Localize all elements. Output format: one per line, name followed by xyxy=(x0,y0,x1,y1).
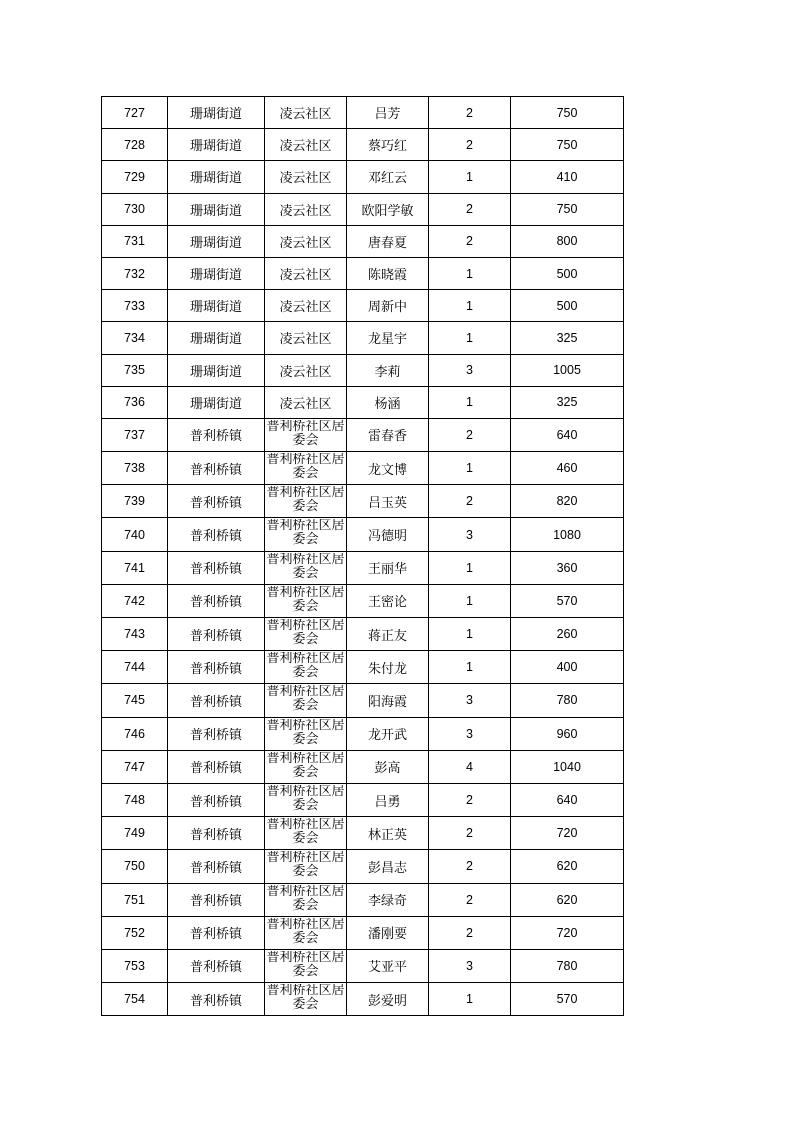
persons-cell: 4 xyxy=(429,750,511,783)
table-row xyxy=(102,485,624,518)
amount-cell: 780 xyxy=(511,684,624,717)
street-cell: 珊瑚街道 xyxy=(168,225,265,257)
community-cell: 凌云社区 xyxy=(265,129,347,161)
street-cell: 普利桥镇 xyxy=(168,684,265,717)
community-cell xyxy=(265,717,347,750)
amount-cell: 720 xyxy=(511,817,624,850)
persons-cell: 1 xyxy=(429,618,511,651)
table-row xyxy=(102,651,624,684)
name-cell: 欧阳学敏 xyxy=(347,193,429,225)
name-cell: 杨涵 xyxy=(347,386,429,418)
community-label: 普利桥社区居委会 xyxy=(266,585,345,614)
community-cell xyxy=(265,452,347,485)
amount-cell: 1005 xyxy=(511,354,624,386)
serial-number-cell: 737 xyxy=(102,418,168,451)
name-cell: 周新中 xyxy=(347,290,429,322)
table-body xyxy=(102,97,624,1016)
community-cell xyxy=(265,817,347,850)
table-row xyxy=(102,551,624,584)
serial-number-cell: 736 xyxy=(102,386,168,418)
street-cell: 普利桥镇 xyxy=(168,518,265,551)
serial-number-cell: 741 xyxy=(102,551,168,584)
street-cell: 珊瑚街道 xyxy=(168,129,265,161)
amount-cell: 960 xyxy=(511,717,624,750)
persons-cell: 2 xyxy=(429,883,511,916)
name-cell: 王密论 xyxy=(347,584,429,617)
name-cell: 林正英 xyxy=(347,817,429,850)
street-cell: 珊瑚街道 xyxy=(168,161,265,193)
community-cell xyxy=(265,783,347,816)
table-row xyxy=(102,418,624,451)
street-cell: 普利桥镇 xyxy=(168,618,265,651)
serial-number-cell: 739 xyxy=(102,485,168,518)
table-row xyxy=(102,225,624,257)
serial-number-cell: 732 xyxy=(102,257,168,289)
amount-cell: 750 xyxy=(511,193,624,225)
serial-number-cell: 728 xyxy=(102,129,168,161)
persons-cell: 3 xyxy=(429,354,511,386)
amount-cell: 260 xyxy=(511,618,624,651)
street-cell: 普利桥镇 xyxy=(168,750,265,783)
community-cell: 凌云社区 xyxy=(265,290,347,322)
serial-number-cell: 730 xyxy=(102,193,168,225)
persons-cell: 2 xyxy=(429,97,511,129)
table-row xyxy=(102,883,624,916)
table-row xyxy=(102,257,624,289)
persons-cell: 1 xyxy=(429,584,511,617)
street-cell: 普利桥镇 xyxy=(168,584,265,617)
community-cell xyxy=(265,850,347,883)
serial-number-cell: 743 xyxy=(102,618,168,651)
table-row xyxy=(102,193,624,225)
community-label: 普利桥社区居委会 xyxy=(266,652,345,681)
community-cell xyxy=(265,485,347,518)
serial-number-cell: 753 xyxy=(102,949,168,982)
persons-cell: 2 xyxy=(429,850,511,883)
persons-cell: 1 xyxy=(429,452,511,485)
serial-number-cell: 754 xyxy=(102,983,168,1016)
persons-cell: 1 xyxy=(429,290,511,322)
persons-cell: 3 xyxy=(429,717,511,750)
table-row xyxy=(102,97,624,129)
street-cell: 普利桥镇 xyxy=(168,916,265,949)
serial-number-cell: 735 xyxy=(102,354,168,386)
amount-cell: 750 xyxy=(511,97,624,129)
street-cell: 珊瑚街道 xyxy=(168,322,265,354)
amount-cell: 1080 xyxy=(511,518,624,551)
street-cell: 珊瑚街道 xyxy=(168,386,265,418)
amount-cell: 720 xyxy=(511,916,624,949)
name-cell: 蔡巧红 xyxy=(347,129,429,161)
name-cell: 李绿奇 xyxy=(347,883,429,916)
name-cell: 彭高 xyxy=(347,750,429,783)
table-row xyxy=(102,452,624,485)
name-cell: 邓红云 xyxy=(347,161,429,193)
amount-cell: 460 xyxy=(511,452,624,485)
persons-cell: 1 xyxy=(429,161,511,193)
persons-cell: 1 xyxy=(429,651,511,684)
table-row xyxy=(102,322,624,354)
persons-cell: 3 xyxy=(429,949,511,982)
persons-cell: 2 xyxy=(429,817,511,850)
community-label: 普利桥社区居委会 xyxy=(266,818,345,847)
street-cell: 普利桥镇 xyxy=(168,817,265,850)
serial-number-cell: 752 xyxy=(102,916,168,949)
serial-number-cell: 727 xyxy=(102,97,168,129)
table-row xyxy=(102,354,624,386)
table-row xyxy=(102,386,624,418)
serial-number-cell: 731 xyxy=(102,225,168,257)
persons-cell: 2 xyxy=(429,916,511,949)
persons-cell: 2 xyxy=(429,193,511,225)
serial-number-cell: 748 xyxy=(102,783,168,816)
table-row xyxy=(102,584,624,617)
name-cell: 王丽华 xyxy=(347,551,429,584)
amount-cell: 780 xyxy=(511,949,624,982)
street-cell: 珊瑚街道 xyxy=(168,290,265,322)
community-label: 普利桥社区居委会 xyxy=(266,486,345,515)
community-cell: 凌云社区 xyxy=(265,161,347,193)
amount-cell: 325 xyxy=(511,386,624,418)
community-cell xyxy=(265,584,347,617)
community-cell xyxy=(265,418,347,451)
serial-number-cell: 749 xyxy=(102,817,168,850)
street-cell: 普利桥镇 xyxy=(168,418,265,451)
community-label: 普利桥社区居委会 xyxy=(266,784,345,813)
serial-number-cell: 750 xyxy=(102,850,168,883)
community-cell xyxy=(265,618,347,651)
table-row xyxy=(102,983,624,1016)
persons-cell: 1 xyxy=(429,983,511,1016)
community-label: 普利桥社区居委会 xyxy=(266,552,345,581)
serial-number-cell: 740 xyxy=(102,518,168,551)
community-cell xyxy=(265,750,347,783)
street-cell: 普利桥镇 xyxy=(168,651,265,684)
serial-number-cell: 742 xyxy=(102,584,168,617)
street-cell: 普利桥镇 xyxy=(168,485,265,518)
street-cell: 珊瑚街道 xyxy=(168,97,265,129)
street-cell: 普利桥镇 xyxy=(168,551,265,584)
name-cell: 艾亚平 xyxy=(347,949,429,982)
community-cell xyxy=(265,551,347,584)
community-label: 普利桥社区居委会 xyxy=(266,685,345,714)
persons-cell: 3 xyxy=(429,684,511,717)
table-row xyxy=(102,783,624,816)
serial-number-cell: 745 xyxy=(102,684,168,717)
persons-cell: 2 xyxy=(429,225,511,257)
community-label: 普利桥社区居委会 xyxy=(266,718,345,747)
table-row xyxy=(102,750,624,783)
persons-cell: 2 xyxy=(429,485,511,518)
name-cell: 吕玉英 xyxy=(347,485,429,518)
amount-cell: 620 xyxy=(511,850,624,883)
persons-cell: 1 xyxy=(429,257,511,289)
persons-cell: 1 xyxy=(429,551,511,584)
community-cell xyxy=(265,651,347,684)
community-cell: 凌云社区 xyxy=(265,97,347,129)
amount-cell: 410 xyxy=(511,161,624,193)
street-cell: 普利桥镇 xyxy=(168,717,265,750)
community-cell xyxy=(265,518,347,551)
community-label: 普利桥社区居委会 xyxy=(266,419,345,448)
street-cell: 普利桥镇 xyxy=(168,983,265,1016)
community-cell xyxy=(265,883,347,916)
table-row xyxy=(102,290,624,322)
serial-number-cell: 744 xyxy=(102,651,168,684)
name-cell: 冯德明 xyxy=(347,518,429,551)
community-cell: 凌云社区 xyxy=(265,322,347,354)
name-cell: 阳海霞 xyxy=(347,684,429,717)
serial-number-cell: 746 xyxy=(102,717,168,750)
amount-cell: 500 xyxy=(511,290,624,322)
persons-cell: 2 xyxy=(429,418,511,451)
name-cell: 龙开武 xyxy=(347,717,429,750)
street-cell: 珊瑚街道 xyxy=(168,257,265,289)
table-row xyxy=(102,129,624,161)
name-cell: 蒋正友 xyxy=(347,618,429,651)
name-cell: 陈晓霞 xyxy=(347,257,429,289)
community-cell xyxy=(265,684,347,717)
street-cell: 普利桥镇 xyxy=(168,949,265,982)
community-cell xyxy=(265,949,347,982)
table-row xyxy=(102,161,624,193)
name-cell: 龙星宇 xyxy=(347,322,429,354)
name-cell: 潘刚要 xyxy=(347,916,429,949)
name-cell: 吕勇 xyxy=(347,783,429,816)
table-row xyxy=(102,916,624,949)
amount-cell: 400 xyxy=(511,651,624,684)
table-row xyxy=(102,518,624,551)
community-label: 普利桥社区居委会 xyxy=(266,519,345,548)
allowance-table xyxy=(101,96,624,1016)
serial-number-cell: 738 xyxy=(102,452,168,485)
serial-number-cell: 747 xyxy=(102,750,168,783)
amount-cell: 820 xyxy=(511,485,624,518)
street-cell: 普利桥镇 xyxy=(168,783,265,816)
name-cell: 龙文博 xyxy=(347,452,429,485)
table-row xyxy=(102,684,624,717)
name-cell: 彭爱明 xyxy=(347,983,429,1016)
community-cell: 凌云社区 xyxy=(265,225,347,257)
amount-cell: 750 xyxy=(511,129,624,161)
persons-cell: 2 xyxy=(429,783,511,816)
serial-number-cell: 734 xyxy=(102,322,168,354)
community-label: 普利桥社区居委会 xyxy=(266,851,345,880)
amount-cell: 325 xyxy=(511,322,624,354)
community-label: 普利桥社区居委会 xyxy=(266,619,345,647)
table-row xyxy=(102,850,624,883)
community-cell xyxy=(265,916,347,949)
serial-number-cell: 733 xyxy=(102,290,168,322)
amount-cell: 620 xyxy=(511,883,624,916)
amount-cell: 640 xyxy=(511,418,624,451)
amount-cell: 360 xyxy=(511,551,624,584)
persons-cell: 2 xyxy=(429,129,511,161)
community-label: 普利桥社区居委会 xyxy=(266,984,345,1013)
table-row xyxy=(102,717,624,750)
street-cell: 普利桥镇 xyxy=(168,850,265,883)
serial-number-cell: 751 xyxy=(102,883,168,916)
amount-cell: 640 xyxy=(511,783,624,816)
serial-number-cell: 729 xyxy=(102,161,168,193)
table-row xyxy=(102,618,624,651)
name-cell: 李莉 xyxy=(347,354,429,386)
street-cell: 珊瑚街道 xyxy=(168,354,265,386)
name-cell: 朱付龙 xyxy=(347,651,429,684)
community-cell: 凌云社区 xyxy=(265,193,347,225)
amount-cell: 570 xyxy=(511,584,624,617)
community-label: 普利桥社区居委会 xyxy=(266,751,345,780)
amount-cell: 1040 xyxy=(511,750,624,783)
table-row xyxy=(102,949,624,982)
table-row xyxy=(102,817,624,850)
persons-cell: 1 xyxy=(429,386,511,418)
community-cell xyxy=(265,983,347,1016)
name-cell: 雷春香 xyxy=(347,418,429,451)
community-cell: 凌云社区 xyxy=(265,257,347,289)
name-cell: 吕芳 xyxy=(347,97,429,129)
street-cell: 珊瑚街道 xyxy=(168,193,265,225)
amount-cell: 570 xyxy=(511,983,624,1016)
amount-cell: 500 xyxy=(511,257,624,289)
community-label: 普利桥社区居委会 xyxy=(266,950,345,979)
persons-cell: 3 xyxy=(429,518,511,551)
amount-cell: 800 xyxy=(511,225,624,257)
community-cell: 凌云社区 xyxy=(265,354,347,386)
street-cell: 普利桥镇 xyxy=(168,883,265,916)
name-cell: 唐春夏 xyxy=(347,225,429,257)
persons-cell: 1 xyxy=(429,322,511,354)
street-cell: 普利桥镇 xyxy=(168,452,265,485)
community-label: 普利桥社区居委会 xyxy=(266,884,345,913)
name-cell: 彭昌志 xyxy=(347,850,429,883)
community-cell: 凌云社区 xyxy=(265,386,347,418)
community-label: 普利桥社区居委会 xyxy=(266,453,345,482)
community-label: 普利桥社区居委会 xyxy=(266,917,345,946)
